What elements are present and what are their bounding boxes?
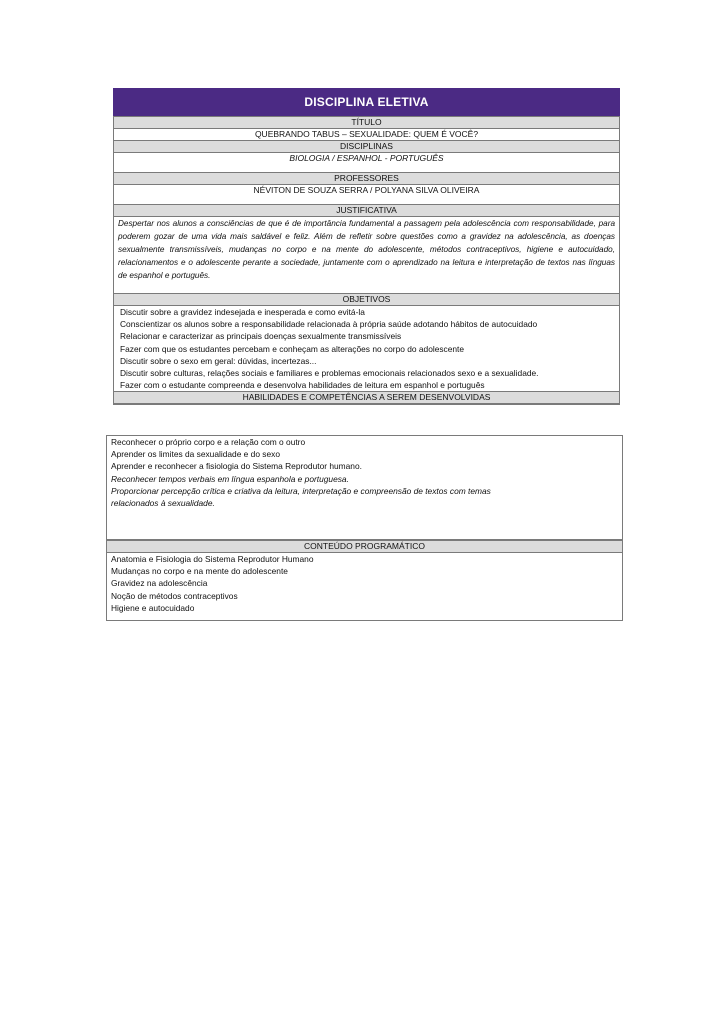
conteudo-label: CONTEÚDO PROGRAMÁTICO	[107, 541, 622, 553]
list-item: Conscientizar os alunos sobre a responsabilidade relacionada à própria saúde adotando hábitos de autocuidado	[120, 319, 538, 330]
justificativa-label: JUSTIFICATIVA	[114, 204, 619, 217]
list-item: Fazer com que os estudantes percebam e conheçam as alterações no corpo do adolescente	[120, 343, 465, 354]
list-item: Anatomia e Fisiologia do Sistema Reprodutor Humano	[111, 554, 314, 564]
habilidades-box	[106, 435, 623, 541]
objetivos-list	[114, 306, 619, 391]
titulo-label: TÍTULO	[114, 116, 619, 129]
disciplinas-value: BIOLOGIA / ESPANHOL - PORTUGUÊS	[289, 153, 444, 163]
list-item: Reconhecer tempos verbais em língua espanhola e portuguesa.	[111, 473, 349, 484]
list-item: Aprender e reconhecer a fisiologia do Sistema Reprodutor humano.	[111, 461, 362, 472]
list-item: Noção de métodos contraceptivos	[111, 590, 238, 601]
list-item: Discutir sobre culturas, relações sociais e familiares e problemas emocionais relacionados sexo e a sexualidade.	[120, 368, 539, 379]
list-item: Fazer com o estudante compreenda e desenvolva habilidades de leitura em espanhol e português	[120, 380, 485, 391]
list-item: Mudanças no corpo e na mente do adolescente	[111, 566, 288, 577]
list-item: Aprender os limites da sexualidade e do sexo	[111, 449, 280, 460]
eletiva-form	[113, 88, 620, 405]
form-table	[113, 116, 620, 405]
list-item: Higiene e autocuidado	[111, 602, 195, 613]
spacer	[114, 196, 619, 204]
list-item: Gravidez na adolescência	[111, 578, 208, 589]
spacer	[114, 282, 619, 293]
list-item: Discutir sobre o sexo em geral: dúvidas, incertezas...	[120, 355, 317, 366]
professores-label: PROFESSORES	[114, 172, 619, 185]
professores-value: NÉVITON DE SOUZA SERRA / POLYANA SILVA OLIVEIRA	[253, 185, 480, 195]
disciplinas-label: DISCIPLINAS	[114, 140, 619, 153]
conteudo-box	[106, 539, 623, 621]
form-title-banner: DISCIPLINA ELETIVA	[113, 88, 620, 116]
spacer	[114, 164, 619, 172]
justificativa-text: Despertar nos alunos a consciências de que é de importância fundamental a passagem pela adolescência com responsabilidade, para poderem gozar de uma vida mais saldável e feliz. Além de refletir sobre questões como a gravidez na adolescência, as doenças sexualmente transmissíveis, mudanças no corpo e na mente do adolescente, métodos contraceptivos, higiene e autocuidado, relacionamentos e o adolescente perante a sociedade, juntamente com o aprendizado na leitura e interpretação de textos nas línguas de espanhol e português.	[118, 219, 615, 280]
titulo-value: QUEBRANDO TABUS – SEXUALIDADE: QUEM É VOCÊ?	[254, 129, 479, 139]
list-item: Proporcionar percepção crítica e criativa da leitura, interpretação e compreensão de textos com temas	[111, 485, 491, 496]
list-item: Reconhecer o próprio corpo e a relação com o outro	[111, 437, 306, 447]
habilidades-label: HABILIDADES E COMPETÊNCIAS A SEREM DESENVOLVIDAS	[114, 391, 619, 404]
list-item: Relacionar e caracterizar as principais doenças sexualmente transmissíveis	[120, 331, 402, 342]
objetivos-label: OBJETIVOS	[114, 293, 619, 306]
list-item: relacionados à sexualidade.	[111, 498, 215, 509]
list-item: Discutir sobre a gravidez indesejada e inesperada e como evitá-la	[120, 307, 365, 317]
